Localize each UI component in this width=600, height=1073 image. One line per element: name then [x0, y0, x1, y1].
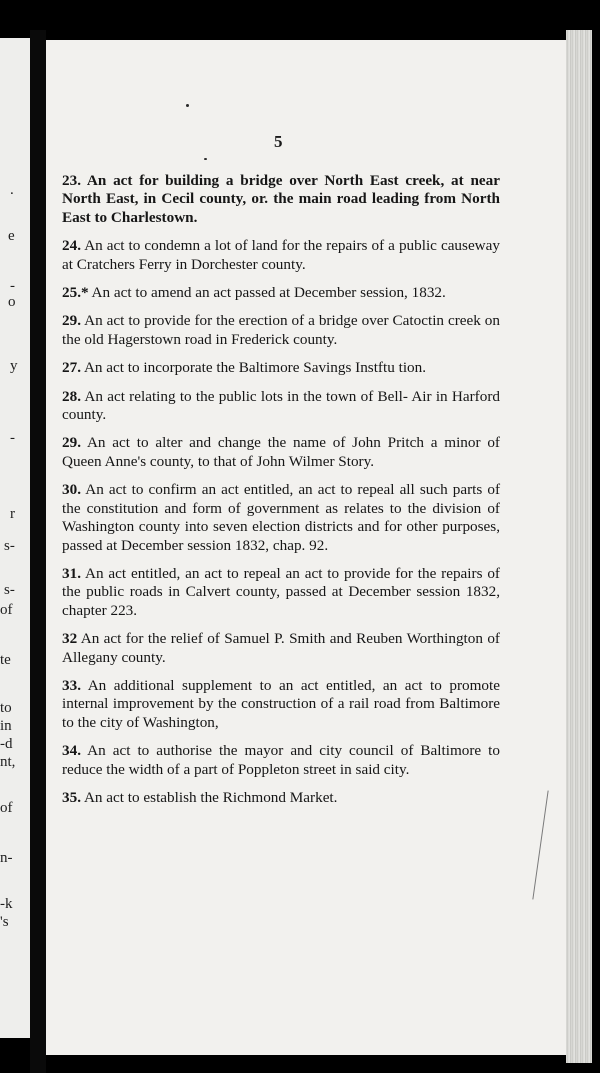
act-entry: [62, 481, 500, 555]
left-page-fragment: .: [10, 182, 14, 198]
act-text: An act relating to the public lots in the town of Bell- Air in Harford county.: [62, 387, 500, 424]
left-page-fragment: to: [0, 700, 12, 716]
left-page-fragment: -: [10, 430, 15, 446]
left-page-fragment: te: [0, 652, 11, 668]
left-page-fragment: 's: [0, 914, 9, 930]
act-entry: [62, 172, 500, 227]
act-number: 24.: [62, 237, 81, 255]
act-entry: [62, 677, 500, 732]
act-text: An act to condemn a lot of land for the repairs of a public causeway at Cratchers Ferry in Dorchester county.: [62, 237, 500, 273]
act-number: 29.: [62, 434, 81, 452]
act-text: An act to alter and change the name of John Pritch a minor of Queen Anne's county, to that of John Wilmer Story.: [62, 434, 500, 470]
right-page: [46, 40, 566, 1055]
ink-speck: [186, 104, 189, 107]
act-entry: [62, 630, 500, 667]
left-page-fragment: in: [0, 718, 12, 734]
act-text: An act for the relief of Samuel P. Smith and Reuben Worthington of Allegany county.: [62, 630, 500, 666]
act-entry: [62, 388, 500, 425]
page-number: 5: [274, 132, 283, 151]
act-number: 25.*: [62, 284, 89, 302]
act-number: 32: [62, 630, 78, 648]
left-page-fragment: e: [8, 228, 15, 244]
act-text: An act to confirm an act entitled, an act to repeal all such parts of the constitution and form of government as relates to the division of Washington county into seven election districts and for other purposes, passed at December session 1832, chap. 92.: [62, 481, 500, 554]
act-text: An act to provide for the erection of a bridge over Catoctin creek on the old Hagerstown road in Frederick county.: [62, 312, 500, 348]
left-page-fragment: of: [0, 602, 13, 618]
left-page-fragment: n-: [0, 850, 13, 866]
page-stack-edge: [566, 30, 592, 1063]
act-text: An act for building a bridge over North East creek, at near North East, in Cecil county, or. the main road leading from North East to Charlestown.: [62, 172, 500, 226]
act-number: 33.: [62, 676, 81, 694]
pencil-mark: [532, 790, 548, 899]
act-number: 27.: [62, 359, 81, 377]
act-entry: [62, 742, 500, 779]
act-number: 31.: [62, 564, 81, 582]
left-page-fragment: s-: [4, 538, 15, 554]
act-entry: [62, 237, 500, 274]
act-text: An act to authorise the mayor and city council of Baltimore to reduce the width of a part of Poppleton street in said city.: [62, 742, 500, 778]
act-text: An act to incorporate the Baltimore Savings Instftu tion.: [83, 359, 427, 377]
left-page-fragment: nt,: [0, 754, 16, 770]
act-entry: [62, 789, 500, 807]
act-entry: [62, 284, 500, 302]
act-number: 35.: [62, 788, 81, 806]
act-entry: [62, 312, 500, 349]
left-page-edge: [0, 38, 30, 1038]
act-number: 23.: [62, 172, 81, 189]
left-page-fragment: -k: [0, 896, 13, 912]
left-page-fragment: -: [10, 278, 15, 294]
left-page-fragment: y: [10, 358, 18, 374]
left-page-fragment: s-: [4, 582, 15, 598]
act-number: 29.: [62, 312, 81, 330]
act-text: An act entitled, an act to repeal an act to provide for the repairs of the public roads in Calvert county, passed at December session 1832, chapter 223.: [62, 564, 500, 619]
book-gutter: [30, 30, 46, 1073]
left-page-fragment: o: [8, 294, 16, 310]
left-page-fragment: of: [0, 800, 13, 816]
act-entry: [62, 359, 500, 377]
act-text: An act to establish the Richmond Market.: [83, 788, 338, 806]
ink-speck: [204, 158, 207, 160]
act-text: An act to amend an act passed at December session, 1832.: [91, 284, 446, 302]
act-number: 34.: [62, 742, 81, 760]
left-page-fragment: r: [10, 506, 15, 522]
acts-list: [62, 172, 500, 817]
act-number: 30.: [62, 481, 81, 499]
left-page-fragment: -d: [0, 736, 13, 752]
act-entry: [62, 434, 500, 471]
act-text: An additional supplement to an act entitled, an act to promote internal improvement by the construction of a rail road from Baltimore to the city of Washington,: [62, 676, 500, 731]
act-number: 28.: [62, 387, 81, 405]
act-entry: [62, 565, 500, 620]
